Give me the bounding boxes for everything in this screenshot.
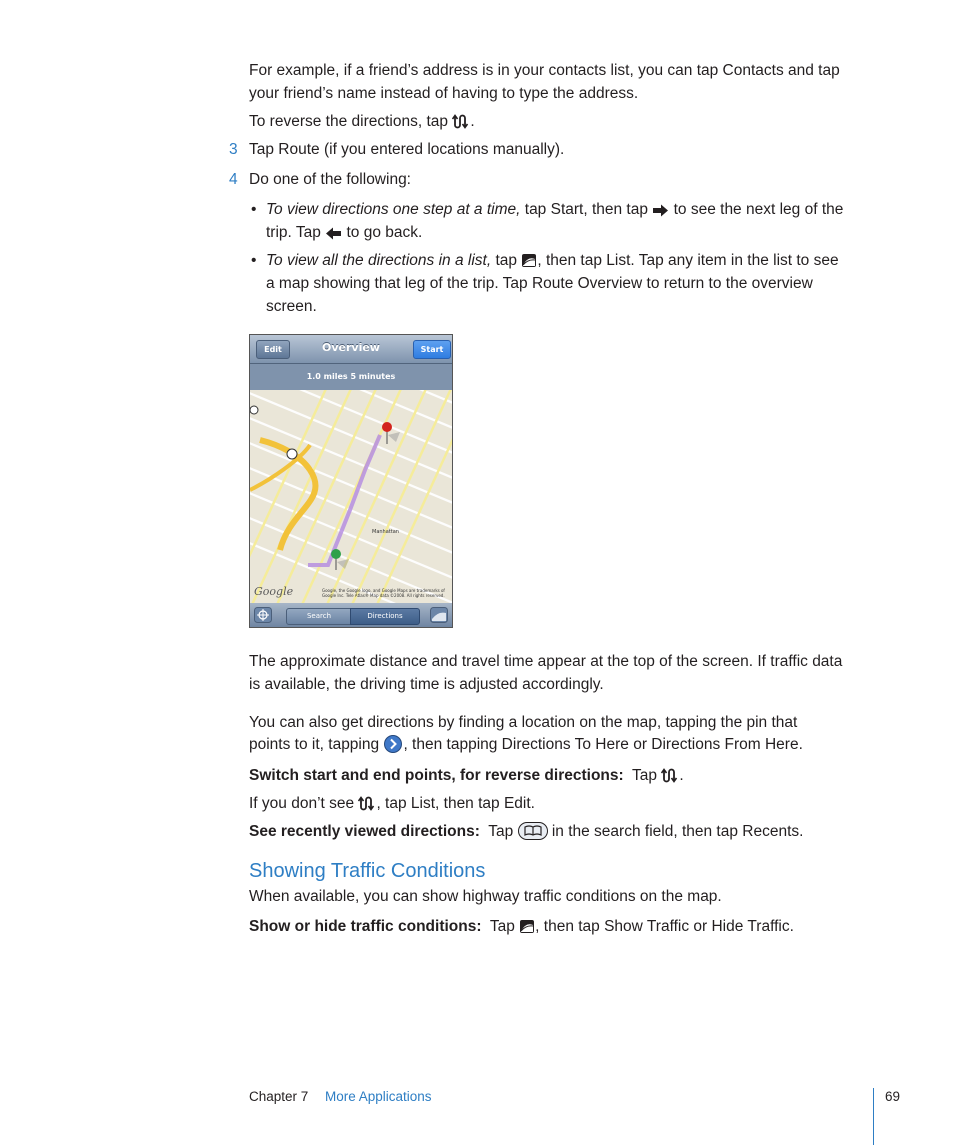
traffic-text-b: , then tap Show Traffic or Hide Traffic. [535,918,794,935]
back-arrow-icon [325,227,342,240]
recent-instruction [249,820,803,843]
body-p2-line2a: points to it, tapping [249,736,380,753]
start-button[interactable]: Start [413,340,451,359]
bullet-2-line-1 [266,249,839,272]
bullet-1-italic: To view directions one step at a time, [266,201,521,218]
bullet-2-b: , then tap List. Tap any item in the list to see [537,252,839,269]
footer-divider [873,1088,874,1145]
reverse-directions-icon [661,768,679,783]
reverse-instruction [249,110,475,133]
recent-b: in the search field, then tap Recents. [547,823,804,840]
ifnot-instruction [249,792,535,815]
reverse-directions-icon [452,114,470,129]
ifnot-b: , tap List, then tap Edit. [376,795,535,812]
route-summary: 1.0 miles 5 minutes [250,364,452,390]
traffic-instruction [249,915,794,938]
ifnot-a: If you don’t see [249,795,355,812]
page-curl-icon[interactable] [430,607,448,623]
search-tab[interactable]: Search [286,608,352,625]
bullet-1-b: to see the next leg of the [669,201,844,218]
bullet-2-a: tap [491,252,518,269]
switch-end: . [679,767,684,784]
intro-line-1: For example, if a friend’s address is in your contacts list, you can tap Contacts and tap [249,62,840,79]
edit-button[interactable]: Edit [256,340,290,359]
intro-line-2: your friend’s name instead of having to type the address. [249,85,639,102]
bullet-2-line-3: screen. [266,298,317,315]
page-curl-icon [519,919,535,934]
google-logo: Google [254,585,294,598]
map-label-manhattan: Manhattan [372,529,399,535]
section-intro: When available, you can show highway traffic conditions on the map. [249,888,722,905]
map-copyright: Google, the Google logo, and Google Maps are trademarks of Google Inc. Tele Atlas® Map data ©2008. All rights reserved. [322,588,445,598]
step-text-3: Tap Route (if you entered locations manually). [249,141,565,158]
step-number-4: 4 [229,171,238,188]
body-p2-line-1: You can also get directions by finding a location on the map, tapping the pin that [249,714,798,731]
bullet-1-line2b: to go back. [342,224,423,241]
navigation-bar [250,335,452,364]
reverse-text: To reverse the directions, tap [249,113,449,130]
footer-section-link[interactable]: More Applications [325,1089,432,1104]
map-graphic [250,390,452,603]
bullet-1-line-1 [266,198,843,221]
switch-label: Switch start and end points, for reverse directions: [249,767,624,784]
body-p2-line-2 [249,733,803,756]
bullet-1-line-2 [266,221,422,244]
bookmarks-icon [518,822,548,840]
body-p2-line2b: , then tapping Directions To Here or Directions From Here. [403,736,803,753]
next-arrow-icon [652,204,669,217]
section-heading: Showing Traffic Conditions [249,860,486,882]
reverse-directions-icon [358,796,376,811]
recent-label: See recently viewed directions: [249,823,480,840]
step-text-4: Do one of the following: [249,171,411,188]
directions-tab[interactable]: Directions [350,608,420,625]
switch-instruction [249,764,684,787]
page-curl-icon [521,253,537,268]
bullet-2-italic: To view all the directions in a list, [266,252,492,269]
switch-text: Tap [632,767,658,784]
info-arrow-icon [383,734,403,754]
bullet-dot: • [251,252,257,269]
traffic-label: Show or hide traffic conditions: [249,918,482,935]
locate-icon[interactable] [254,607,272,623]
recent-a: Tap [488,823,514,840]
bullet-dot: • [251,201,257,218]
reverse-end: . [470,113,475,130]
bullet-1-a: tap Start, then tap [520,201,648,218]
body-p1-line-1: The approximate distance and travel time appear at the top of the screen. If traffic data [249,653,843,670]
nav-title: Overview [322,341,380,354]
bullet-1-line2a: trip. Tap [266,224,321,241]
page-number: 69 [885,1089,901,1104]
bottom-toolbar [250,603,452,627]
iphone-maps-screenshot [249,334,453,628]
bullet-2-line-2: a map showing that leg of the trip. Tap Route Overview to return to the overview [266,275,813,292]
body-p1-line-2: is available, the driving time is adjusted accordingly. [249,676,604,693]
traffic-text-a: Tap [489,918,515,935]
map-view [250,390,452,603]
footer-chapter: Chapter 7 [249,1089,309,1104]
step-number-3: 3 [229,141,238,158]
